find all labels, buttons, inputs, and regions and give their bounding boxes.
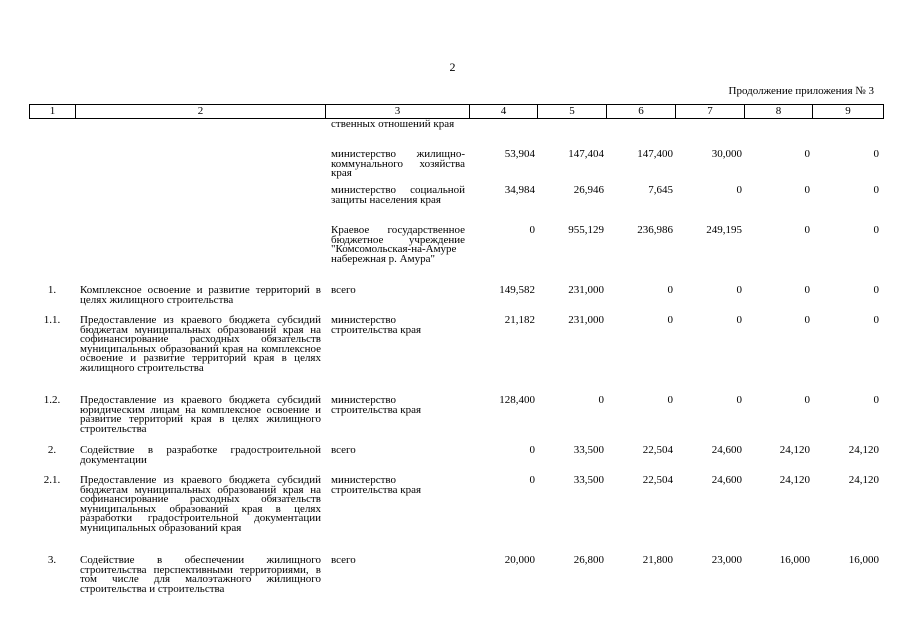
- page-number: 2: [449, 60, 456, 74]
- value-cell: 0: [804, 224, 810, 236]
- row-number: 2.1.: [43, 474, 61, 486]
- value-cell: 33,500: [573, 444, 604, 456]
- value-cell: 0: [529, 444, 535, 456]
- value-cell: 16,000: [779, 554, 810, 566]
- value-cell: 0: [736, 184, 742, 196]
- value-cell: 0: [873, 284, 879, 296]
- value-cell: 0: [873, 184, 879, 196]
- column-header-row: [29, 104, 884, 119]
- value-cell: 0: [667, 284, 673, 296]
- value-cell: 0: [804, 394, 810, 406]
- value-cell: 0: [736, 394, 742, 406]
- value-cell: 0: [873, 224, 879, 236]
- value-cell: 231,000: [568, 314, 604, 326]
- value-cell: 236,986: [637, 224, 673, 236]
- executor: министерство строительства края: [331, 314, 422, 336]
- value-cell: 147,400: [637, 148, 673, 160]
- value-cell: 21,182: [504, 314, 535, 326]
- column-header: 3: [326, 105, 470, 119]
- executor: министерство строительства края: [331, 474, 422, 496]
- value-cell: 0: [667, 314, 673, 326]
- value-cell: 30,000: [711, 148, 742, 160]
- column-header: 8: [745, 105, 813, 119]
- row-number: 2.: [47, 444, 57, 456]
- executor: министерство строительства края: [331, 394, 422, 416]
- value-cell: 0: [804, 314, 810, 326]
- value-cell: 0: [529, 474, 535, 486]
- executor: всего: [331, 444, 356, 456]
- value-cell: 34,984: [504, 184, 535, 196]
- measure-name: Предоставление из краевого бюджета субсидий бюджетам муниципальных образований края на софинансирование расходных обязательств муниципальных образований края в целях разработки градостроительной документации муниципальных образований края: [80, 474, 321, 534]
- value-cell: 0: [873, 148, 879, 160]
- value-cell: 23,000: [711, 554, 742, 566]
- value-cell: 33,500: [573, 474, 604, 486]
- executor: министерство жилищно-коммунального хозяйства края: [331, 148, 465, 180]
- value-cell: 24,120: [848, 444, 879, 456]
- value-cell: 0: [873, 314, 879, 326]
- value-cell: 24,120: [779, 474, 810, 486]
- value-cell: 0: [804, 284, 810, 296]
- value-cell: 24,600: [711, 474, 742, 486]
- measure-name: Предоставление из краевого бюджета субсидий бюджетам муниципальных образований края на софинансирование расходных обязательств муниципальных образований края на комплексное освоение и развитие территорий края в целях жилищного строительства: [80, 314, 321, 374]
- value-cell: 21,800: [642, 554, 673, 566]
- value-cell: 955,129: [568, 224, 604, 236]
- measure-name: Предоставление из краевого бюджета субсидий юридическим лицам на комплексное освоение и развитие территорий края в целях жилищного строительства: [80, 394, 321, 435]
- value-cell: 231,000: [568, 284, 604, 296]
- value-cell: 0: [736, 284, 742, 296]
- value-cell: 26,946: [573, 184, 604, 196]
- row-number: 1.2.: [43, 394, 61, 406]
- value-cell: 0: [529, 224, 535, 236]
- value-cell: 0: [598, 394, 604, 406]
- value-cell: 24,120: [848, 474, 879, 486]
- value-cell: 24,600: [711, 444, 742, 456]
- executor: всего: [331, 554, 356, 566]
- value-cell: 7,645: [648, 184, 673, 196]
- column-header: 6: [607, 105, 676, 119]
- value-cell: 16,000: [848, 554, 879, 566]
- executor: министерство социальной защиты населения края: [331, 184, 465, 206]
- value-cell: 0: [736, 314, 742, 326]
- value-cell: 128,400: [499, 394, 535, 406]
- column-header: 7: [676, 105, 745, 119]
- value-cell: 147,404: [568, 148, 604, 160]
- measure-name: Содействие в разработке градостроительной документации: [80, 444, 321, 466]
- value-cell: 149,582: [499, 284, 535, 296]
- column-header: 2: [76, 105, 326, 119]
- column-header: 1: [30, 105, 76, 119]
- measure-name: Содействие в обеспечении жилищного строительства перспективными территориями, в том числе для малоэтажного жилищного строительства и строительства: [80, 554, 321, 595]
- executor: ственных отношений края: [331, 118, 455, 130]
- value-cell: 0: [667, 394, 673, 406]
- value-cell: 26,800: [573, 554, 604, 566]
- row-number: 1.1.: [43, 314, 61, 326]
- executor: всего: [331, 284, 356, 296]
- continuation-title: Продолжение приложения № 3: [728, 85, 874, 97]
- row-number: 1.: [47, 284, 57, 296]
- value-cell: 22,504: [642, 474, 673, 486]
- value-cell: 249,195: [706, 224, 742, 236]
- executor: Краевое государственное бюджетное учреждение "Комсомольская-на-Амуре набережная р. Амура": [331, 224, 465, 265]
- value-cell: 24,120: [779, 444, 810, 456]
- value-cell: 0: [873, 394, 879, 406]
- column-header: 4: [470, 105, 538, 119]
- measure-name: Комплексное освоение и развитие территорий в целях жилищного строительства: [80, 284, 321, 306]
- column-header: 9: [813, 105, 884, 119]
- row-number: 3.: [47, 554, 57, 566]
- value-cell: 53,904: [504, 148, 535, 160]
- value-cell: 20,000: [504, 554, 535, 566]
- value-cell: 0: [804, 184, 810, 196]
- value-cell: 22,504: [642, 444, 673, 456]
- column-header: 5: [538, 105, 607, 119]
- value-cell: 0: [804, 148, 810, 160]
